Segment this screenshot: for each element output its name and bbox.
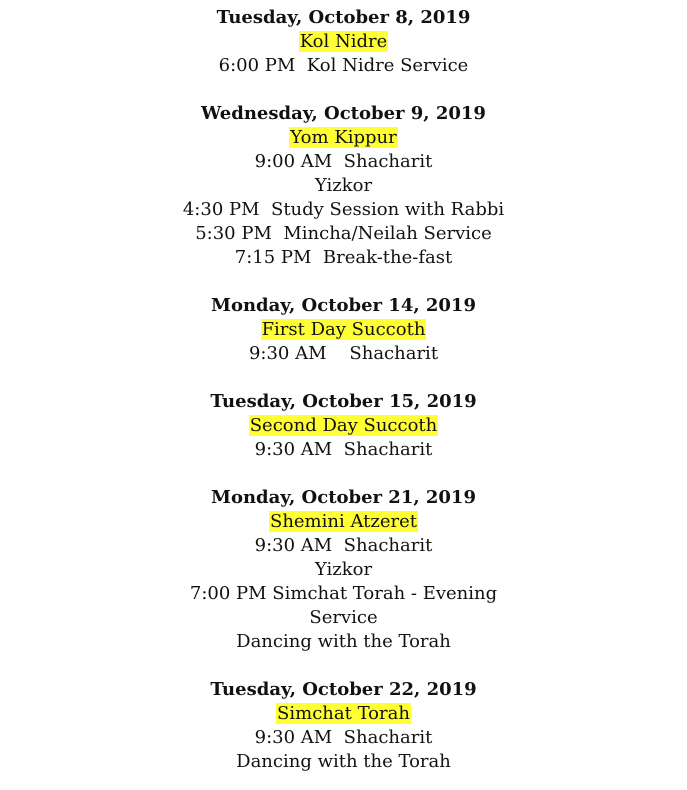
holiday-name: Kol Nidre <box>299 31 388 52</box>
event-line: Yizkor <box>314 559 373 580</box>
holiday-name-line <box>0 510 687 534</box>
day-date: Wednesday, October 9, 2019 <box>201 103 486 124</box>
event-line: 7:00 PM Simchat Torah - Evening Service <box>189 583 498 628</box>
event-line: 7:15 PM Break-the-fast <box>234 247 453 268</box>
event-line: 9:00 AM Shacharit <box>254 151 433 172</box>
holiday-name-line <box>0 30 687 54</box>
schedule-day <box>0 390 687 462</box>
schedule-day <box>0 486 687 654</box>
event-line: 4:30 PM Study Session with Rabbi <box>182 199 505 220</box>
event-line: 6:00 PM Kol Nidre Service <box>218 55 469 76</box>
event-line: Yizkor <box>314 175 373 196</box>
day-date: Tuesday, October 15, 2019 <box>210 391 477 412</box>
event-line: 9:30 AM Shacharit <box>254 439 433 460</box>
holiday-name-line <box>0 318 687 342</box>
schedule-day <box>0 102 687 270</box>
event-line: 9:30 AM Shacharit <box>248 343 439 364</box>
event-line: Dancing with the Torah <box>236 751 451 772</box>
schedule-day <box>0 678 687 774</box>
day-date: Monday, October 14, 2019 <box>211 295 476 316</box>
day-date: Monday, October 21, 2019 <box>211 487 476 508</box>
schedule-day <box>0 6 687 78</box>
schedule-day <box>0 294 687 366</box>
holiday-name: First Day Succoth <box>261 319 426 340</box>
event-line: Dancing with the Torah <box>236 631 451 652</box>
holiday-name: Shemini Atzeret <box>269 511 417 532</box>
holiday-name-line <box>0 414 687 438</box>
holiday-name-line <box>0 702 687 726</box>
holiday-name: Second Day Succoth <box>249 415 438 436</box>
holiday-name: Yom Kippur <box>290 127 397 148</box>
event-line: 9:30 AM Shacharit <box>254 535 433 556</box>
holiday-name-line <box>0 126 687 150</box>
event-line: 9:30 AM Shacharit <box>254 727 433 748</box>
day-date: Tuesday, October 8, 2019 <box>216 7 471 28</box>
day-date: Tuesday, October 22, 2019 <box>210 679 477 700</box>
event-line: 5:30 PM Mincha/Neilah Service <box>195 223 492 244</box>
holiday-name: Simchat Torah <box>277 703 410 724</box>
